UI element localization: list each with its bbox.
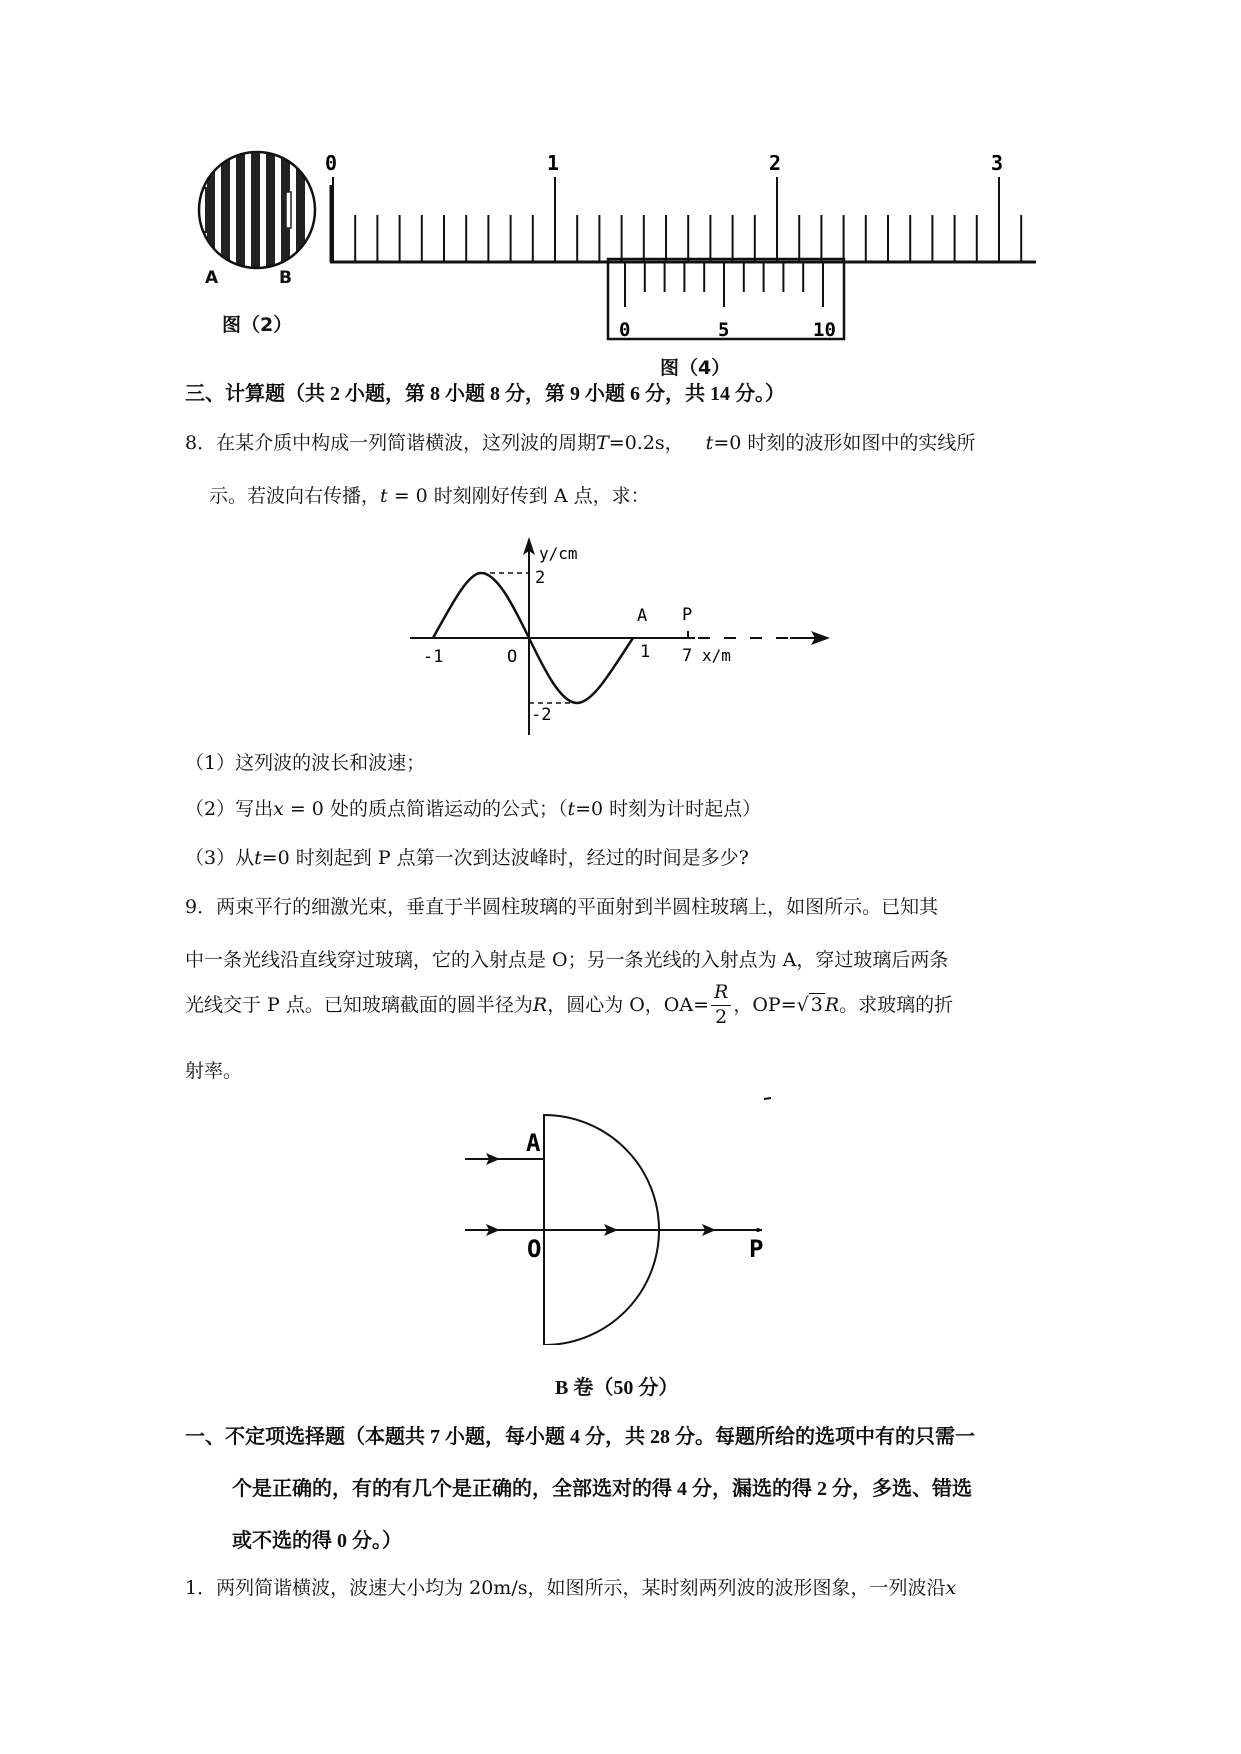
q9-frac-den: 2 xyxy=(715,1005,728,1028)
q8-sub3-a: （3）从 xyxy=(185,847,255,869)
vernier-scale xyxy=(608,259,844,341)
fig4-caption: 图（4） xyxy=(660,357,731,379)
q8-symbol-T: T xyxy=(596,432,609,454)
y-axis-label: y/cm xyxy=(539,544,578,563)
q8-symbol-t: t xyxy=(705,432,714,454)
wave-graph xyxy=(405,535,850,735)
vernier-label: 5 xyxy=(718,319,730,341)
fig2-caption: 图（2） xyxy=(222,314,293,336)
section1-line2: 个是正确的，有的有几个是正确的，全部选对的得 4 分，漏选的得 2 分，多选、错选 xyxy=(232,1478,972,1500)
q9-line4: 射率。 xyxy=(185,1060,243,1082)
q8-sub2-x: x xyxy=(273,798,284,820)
q8-sub3-t: t xyxy=(254,847,262,869)
fig2-label-a: A xyxy=(205,268,219,288)
x-tick-7: 7 xyxy=(682,646,693,666)
partb-q1-line xyxy=(185,1579,956,1598)
q8-sub3 xyxy=(185,849,749,868)
x-tick-neg1: -1 xyxy=(423,647,444,667)
q8-sub2-c: =0 时刻为计时起点） xyxy=(575,798,762,820)
main-scale-label: 2 xyxy=(769,155,782,175)
q8-line2-t: t xyxy=(380,485,388,507)
q9-line1: 9．两束平行的细激光束，垂直于半圆柱玻璃的平面射到半圆柱玻璃上，如图所示。已知其 xyxy=(185,896,939,918)
x-tick-1: 1 xyxy=(640,642,651,662)
q8-sub1: （1）这列波的波长和波速； xyxy=(185,752,426,774)
section1-line1: 一、不定项选择题（本题共 7 小题，每小题 4 分，共 28 分。每题所给的选项中有的只需一 xyxy=(185,1426,975,1448)
q8-line1 xyxy=(185,434,975,453)
stray-mark xyxy=(764,1098,771,1099)
q9-sqrt: √ 3 xyxy=(796,993,823,1016)
main-scale-label: 1 xyxy=(547,155,560,175)
q9-line3-d: 。求玻璃的折 xyxy=(839,993,954,1016)
q8-line2-a: 示。若波向右传播， xyxy=(209,485,381,507)
main-scale-label: 3 xyxy=(991,155,1004,175)
section3-heading: 三、计算题（共 2 小题，第 8 小题 8 分，第 9 小题 6 分，共 14 分。） xyxy=(185,383,785,405)
q8-text-b: =0.2s， xyxy=(608,432,684,454)
q8-text-c: =0 时刻的波形如图中的实线所 xyxy=(713,432,976,454)
q9-line3 xyxy=(185,981,953,1030)
origin-label: O xyxy=(507,647,518,667)
label-p: P xyxy=(749,1235,764,1263)
q9-sqrt-value: 3 xyxy=(810,993,823,1016)
label-o: O xyxy=(527,1235,542,1263)
q8-line2 xyxy=(209,487,650,506)
partb-q1-x: x xyxy=(945,1577,957,1599)
main-scale-label: 0 xyxy=(325,155,338,175)
q9-line3-b: ，圆心为 O，OA= xyxy=(547,993,710,1016)
main-scale xyxy=(325,155,1036,262)
partb-q1-text: 1．两列简谐横波，波速大小均为 20m/s，如图所示，某时刻两列波的波形图象，一列波沿 xyxy=(185,1577,946,1599)
point-p-label: P xyxy=(682,605,693,625)
y-tick-bottom: -2 xyxy=(531,705,552,725)
x-axis-label: x/m xyxy=(702,646,731,665)
section1-line3: 或不选的得 0 分。） xyxy=(232,1530,402,1552)
point-a-label: A xyxy=(637,606,648,626)
part-b-title: B 卷（50 分） xyxy=(555,1377,679,1399)
q9-line2: 中一条光线沿直线穿过玻璃，它的入射点是 O；另一条光线的入射点为 A，穿过玻璃后两条 xyxy=(185,949,949,971)
q8-text-a: 8．在某介质中构成一列简谐横波，这列波的周期 xyxy=(185,432,597,454)
vernier-label: 0 xyxy=(619,319,631,341)
q9-R2: R xyxy=(824,993,840,1016)
q8-sub3-b: =0 时刻起到 P 点第一次到达波峰时，经过的时间是多少? xyxy=(261,847,749,869)
fringe-pattern xyxy=(195,148,320,273)
q9-line3-c: ，OP= xyxy=(733,993,797,1016)
fig2-label-b: B xyxy=(279,268,292,288)
q8-line2-b: = 0 时刻刚好传到 A 点，求： xyxy=(387,485,650,507)
y-tick-top: 2 xyxy=(535,568,546,588)
q9-line3-a: 光线交于 P 点。已知玻璃截面的圆半径为 xyxy=(185,993,533,1016)
q9-fraction xyxy=(711,981,731,1030)
q8-sub2-b: = 0 处的质点简谐运动的公式；（ xyxy=(283,798,568,820)
point-p-dot xyxy=(756,1228,760,1232)
figure-2-eyepiece xyxy=(195,148,320,278)
q8-sub2-t: t xyxy=(567,798,576,820)
figure-4-vernier xyxy=(320,155,1040,345)
q8-sub2-a: （2）写出 xyxy=(185,798,274,820)
label-a: A xyxy=(526,1129,541,1157)
vernier-label: 10 xyxy=(813,319,836,341)
q9-R: R xyxy=(532,993,548,1016)
q9-frac-num: R xyxy=(711,981,731,1006)
semicircle-glass-figure xyxy=(460,1095,790,1345)
q8-sub2 xyxy=(185,800,761,819)
